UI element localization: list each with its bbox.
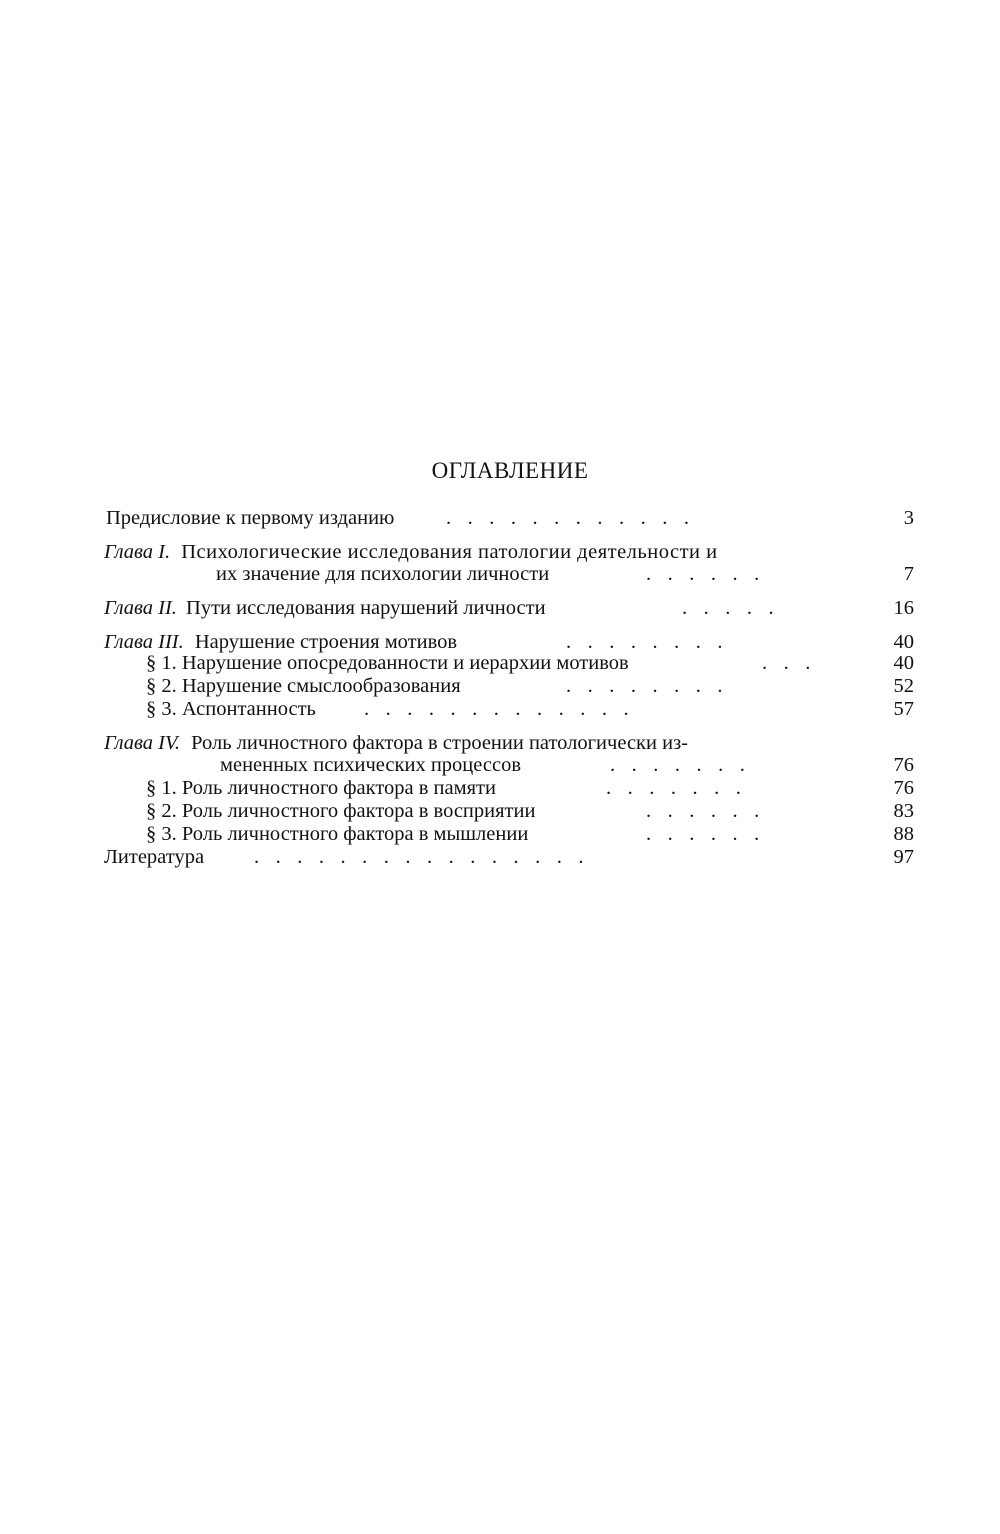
leader-dots: ................ <box>254 846 600 868</box>
toc-entry-text: Литература <box>104 846 205 868</box>
toc-entry-text: Психологические исследования патологии деятельности и <box>181 541 718 563</box>
toc-page-number: 76 <box>893 777 914 799</box>
leader-dots: ....... <box>606 777 758 799</box>
chapter-label: Глава II. <box>104 597 177 619</box>
toc-entry-text: Роль личностного фактора в строении патологически из- <box>191 732 688 754</box>
leader-dots: ...... <box>646 800 776 822</box>
leader-dots: ........ <box>566 631 739 653</box>
toc-page-number: 7 <box>903 563 914 585</box>
toc-page-number: 40 <box>893 652 914 674</box>
chapter-label: Глава IV. <box>104 732 180 754</box>
chapter-label: Глава III. <box>104 631 184 653</box>
toc-entry-chapter-1 <box>104 540 718 564</box>
toc-entry-text-continued: мененных психических процессов <box>220 754 521 776</box>
toc-page-number: 3 <box>903 507 914 529</box>
toc-entry-text: Пути исследования нарушений личности <box>186 597 546 619</box>
toc-page-number: 57 <box>893 698 914 720</box>
toc-entry-section: § 1. Роль личностного фактора в памяти <box>146 777 496 799</box>
toc-entry-section: § 2. Роль личностного фактора в восприятии <box>146 800 536 822</box>
toc-page-number: 16 <box>893 597 914 619</box>
toc-entry-section: § 1. Нарушение опосредованности и иерархии мотивов <box>146 652 629 674</box>
leader-dots: ............. <box>364 698 646 720</box>
leader-dots: ...... <box>646 563 776 585</box>
leader-dots: ... <box>762 652 827 674</box>
leader-dots: ........ <box>566 675 739 697</box>
toc-page-number: 97 <box>893 846 914 868</box>
toc-entry-section: § 2. Нарушение смыслообразования <box>146 675 461 697</box>
leader-dots: ....... <box>610 754 762 776</box>
leader-dots: ...... <box>646 823 776 845</box>
chapter-label: Глава I. <box>104 541 171 563</box>
toc-entry-chapter-2 <box>104 596 546 620</box>
toc-page-number: 52 <box>893 675 914 697</box>
toc-page-number: 40 <box>893 631 914 653</box>
toc-heading: ОГЛАВЛЕНИЕ <box>431 458 589 483</box>
toc-entry-text: Предисловие к первому изданию <box>106 507 395 529</box>
toc-page-number: 88 <box>893 823 914 845</box>
leader-dots: ............ <box>446 507 706 529</box>
leader-dots: ..... <box>682 597 791 619</box>
toc-entry-chapter-4 <box>104 731 688 755</box>
toc-entry-section: § 3. Роль личностного фактора в мышлении <box>146 823 529 845</box>
toc-entry-text: Нарушение строения мотивов <box>194 631 458 653</box>
toc-page-number: 76 <box>893 754 914 776</box>
toc-page-number: 83 <box>893 800 914 822</box>
toc-entry-text-continued: их значение для психологии личности <box>216 563 550 585</box>
toc-entry-section: § 3. Аспонтанность <box>146 698 316 720</box>
